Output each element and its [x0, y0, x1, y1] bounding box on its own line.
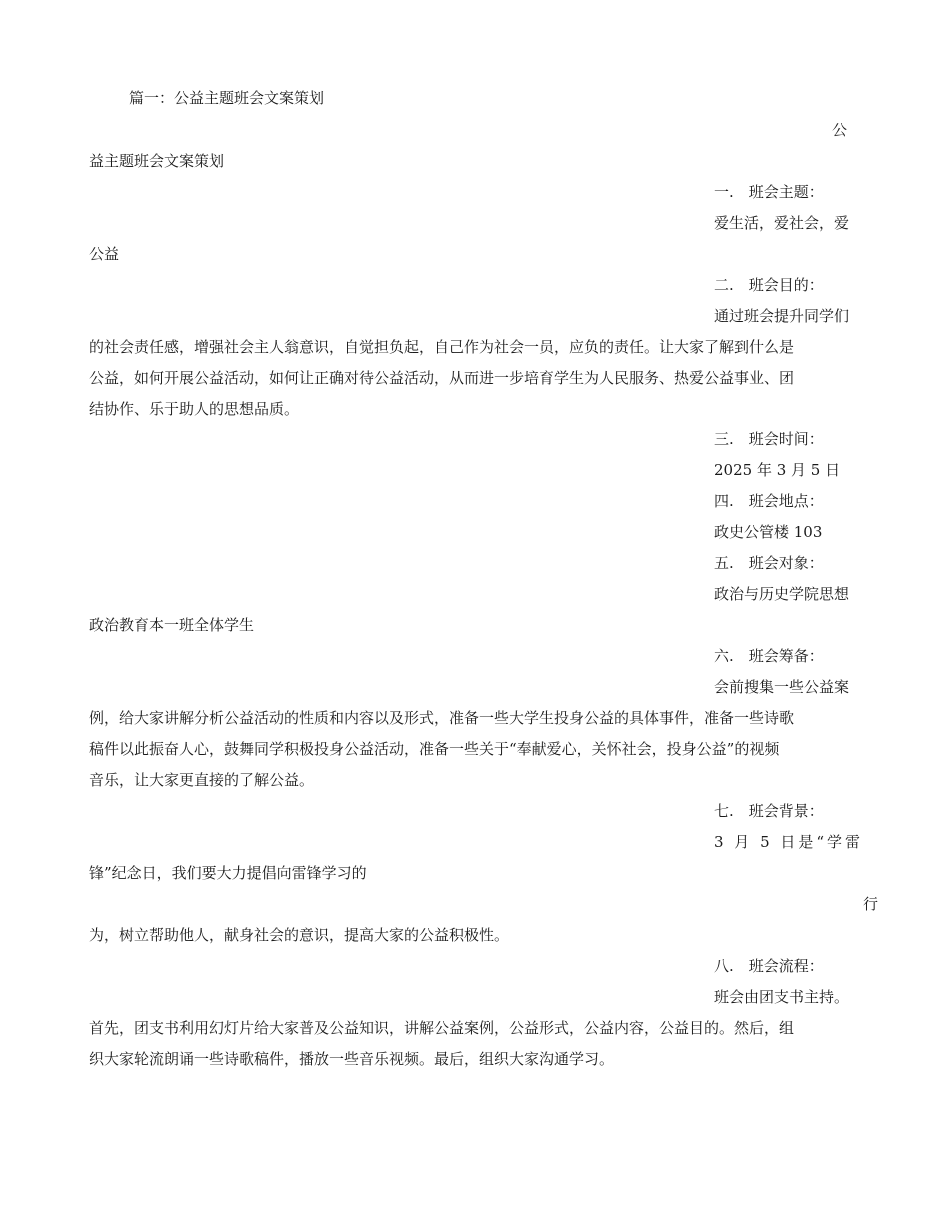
section-6-text-line-3: 稿件以此振奋人心，鼓舞同学积极投身公益活动，准备一些关于“奉献爱心，关怀社会，投身公益”的视频 — [89, 740, 780, 758]
section-3-heading — [714, 429, 824, 449]
section-5-text-line-1: 政治与历史学院思想 — [714, 585, 850, 603]
section-2-heading — [714, 275, 824, 295]
section-1-number: 一. — [714, 183, 734, 201]
section-6-heading — [714, 646, 824, 666]
section-6-text-line-1: 会前搜集一些公益案 — [714, 678, 850, 696]
section-6-title: 班会筹备： — [748, 647, 824, 665]
section-4-heading — [714, 491, 824, 511]
section-8-title: 班会流程： — [748, 957, 824, 975]
section-2-text-line-2: 的社会责任感，增强社会主人翁意识，自觉担负起，自己作为社会一员，应负的责任。让大家了解到什么是 — [89, 338, 795, 356]
section-6-text-line-2: 例，给大家讲解分析公益活动的性质和内容以及形式，准备一些大学生投身公益的具体事件，准备一些诗歌 — [89, 709, 795, 727]
section-7-title: 班会背景： — [748, 802, 824, 820]
title-first-char: 公 — [832, 121, 848, 139]
section-2-number: 二. — [714, 276, 734, 294]
section-3-number: 三. — [714, 430, 734, 448]
section-8-heading — [714, 956, 824, 976]
section-5-heading — [714, 553, 824, 573]
section-7-text-line-4: 为，树立帮助他人，献身社会的意识，提高大家的公益积极性。 — [89, 926, 510, 944]
section-2-text-line-1: 通过班会提升同学们 — [714, 307, 850, 325]
section-6-number: 六. — [714, 647, 734, 665]
section-8-number: 八. — [714, 957, 734, 975]
section-7-heading — [714, 801, 824, 821]
document-title: 益主题班会文案策划 — [89, 152, 225, 170]
section-8-text-line-2: 首先，团支书利用幻灯片给大家普及公益知识，讲解公益案例，公益形式，公益内容，公益目的。然后，组 — [89, 1019, 795, 1037]
section-8-text-line-3: 织大家轮流朗诵一些诗歌稿件，播放一些音乐视频。最后，组织大家沟通学习。 — [89, 1050, 615, 1068]
section-2-title: 班会目的： — [748, 276, 824, 294]
section-1-heading — [714, 182, 824, 202]
section-5-title: 班会对象： — [748, 554, 824, 572]
section-7-number: 七. — [714, 802, 734, 820]
section-1-text-line-2: 公益 — [89, 245, 120, 263]
section-7-text-line-3: 行 — [863, 895, 879, 913]
section-6-text-line-4: 音乐，让大家更直接的了解公益。 — [89, 771, 315, 789]
section-3-text: 2025 年 3 月 5 日 — [714, 461, 841, 479]
section-4-title: 班会地点： — [748, 492, 824, 510]
section-5-text-line-2: 政治教育本一班全体学生 — [89, 616, 255, 634]
section-3-title: 班会时间： — [748, 430, 824, 448]
document-heading: 篇一：公益主题班会文案策划 — [129, 89, 325, 107]
section-7-text-line-2: 锋”纪念日，我们要大力提倡向雷锋学习的 — [89, 864, 367, 882]
section-1-text-line-1: 爱生活，爱社会，爱 — [714, 214, 850, 232]
section-5-number: 五. — [714, 554, 734, 572]
section-4-text: 政史公管楼 103 — [714, 523, 823, 541]
section-2-text-line-4: 结协作、乐于助人的思想品质。 — [89, 400, 300, 418]
section-2-text-line-3: 公益，如何开展公益活动，如何让正确对待公益活动，从而进一步培育学生为人民服务、热爱公益事业、团 — [89, 369, 795, 387]
section-4-number: 四. — [714, 492, 734, 510]
section-8-text-line-1: 班会由团支书主持。 — [714, 988, 850, 1006]
section-1-title: 班会主题： — [748, 183, 824, 201]
section-7-text-line-1: 3 月 5 日是“学雷 — [714, 833, 864, 851]
